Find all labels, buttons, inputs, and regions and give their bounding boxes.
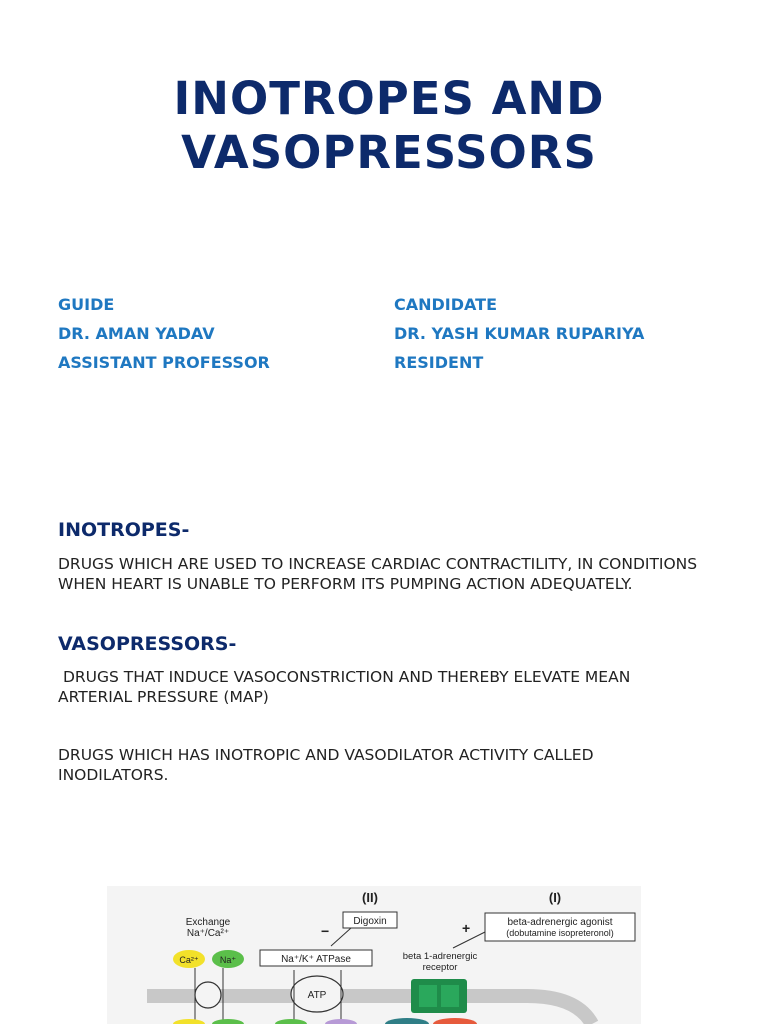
atp-label: ATP <box>307 990 327 1001</box>
title-line-2: VASOPRESSORS <box>181 126 597 179</box>
receptor-label-2: receptor <box>422 962 458 973</box>
label-i: (I) <box>548 890 562 905</box>
digoxin-label: Digoxin <box>353 916 387 927</box>
guide-position: ASSISTANT PROFESSOR <box>58 353 270 372</box>
calcium-ion-label: Ca²⁺ <box>179 955 199 965</box>
receptor-subunit-right <box>441 985 459 1007</box>
guide-role: GUIDE <box>58 295 115 314</box>
title-line-1: INOTROPES AND <box>173 72 605 125</box>
receptor-subunit-left <box>419 985 437 1007</box>
receptor-label: beta 1-adrenergic <box>402 951 478 962</box>
exchange-ions-label: Na⁺/Ca²⁺ <box>186 928 230 939</box>
inotrope-mechanism-diagram <box>107 886 641 1024</box>
slide-title <box>0 72 768 180</box>
candidate-role: CANDIDATE <box>394 295 498 314</box>
inotropes-heading: INOTROPES- <box>58 519 190 541</box>
vasopressors-definition: DRUGS THAT INDUCE VASOCONSTRICTION AND THEREBY ELEVATE MEAN ARTERIAL PRESSURE (MAP) <box>58 668 636 706</box>
guide-block <box>58 290 270 377</box>
stimulate-sign: + <box>462 920 471 936</box>
beta-agonist-label: beta-adrenergic agonist <box>507 917 613 928</box>
inhibit-sign: − <box>321 923 330 939</box>
sodium-ion-label: Na⁺ <box>219 955 237 965</box>
candidate-name: DR. YASH KUMAR RUPARIYA <box>394 324 645 343</box>
exchange-label: Exchange <box>185 917 231 928</box>
vasopressors-heading: VASOPRESSORS- <box>58 633 237 655</box>
na-k-atpase-label: Na⁺/K⁺ ATPase <box>281 954 351 965</box>
beta-agonist-examples: (dobutamine isopreteronol) <box>506 928 614 938</box>
candidate-position: RESIDENT <box>394 353 484 372</box>
exchanger-channel <box>195 982 221 1008</box>
guide-name: DR. AMAN YADAV <box>58 324 215 343</box>
label-ii: (II) <box>362 890 378 905</box>
inodilators-definition: DRUGS WHICH HAS INOTROPIC AND VASODILATOR ACTIVITY CALLED INODILATORS. <box>58 746 594 784</box>
inotropes-definition: DRUGS WHICH ARE USED TO INCREASE CARDIAC CONTRACTILITY, IN CONDITIONS WHEN HEART IS UNABLE TO PERFORM ITS PUMPING ACTION ADEQUATELY. <box>58 555 698 593</box>
candidate-block <box>394 290 644 377</box>
